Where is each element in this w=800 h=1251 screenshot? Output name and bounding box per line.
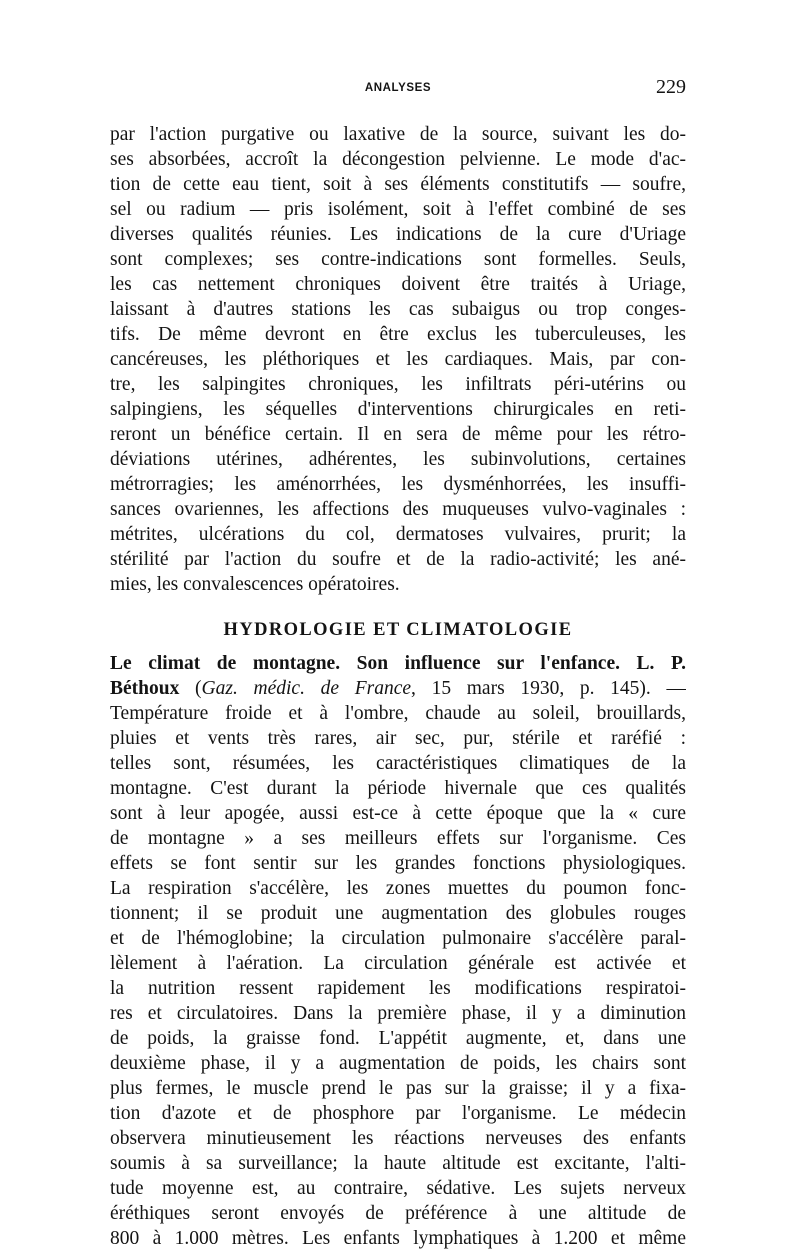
citation-line — [110, 676, 686, 701]
text-line: res et circulatoires. Dans la première phase, il y a diminution — [110, 1003, 686, 1024]
text-line: tionnent; il se produit une augmentation des globules rouges — [110, 903, 686, 924]
text-line: ses absorbées, accroît la décongestion pelvienne. Le mode d'ac- — [110, 149, 686, 170]
text-line: 800 à 1.000 mètres. Les enfants lymphatiques à 1.200 et même — [110, 1228, 686, 1249]
text-line: tion de cette eau tient, soit à ses éléments constitutifs — soufre, — [110, 174, 686, 195]
citation-open: ( — [179, 678, 202, 699]
text-line: et de l'hémoglobine; la circulation pulmonaire s'accélère paral- — [110, 928, 686, 949]
text-line: sont complexes; ses contre-indications sont formelles. Seuls, — [110, 249, 686, 270]
text-line: telles sont, résumées, les caractéristiques climatiques de la — [110, 753, 686, 774]
article-paragraph — [110, 651, 686, 1251]
text-line: pluies et vents très rares, air sec, pur, stérile et raréfié : — [110, 728, 686, 749]
document-page — [110, 76, 686, 1251]
text-line: effets se font sentir sur les grandes fonctions physiologiques. — [110, 853, 686, 874]
continuation-paragraph — [110, 122, 686, 597]
text-line: cancéreuses, les pléthoriques et les cardiaques. Mais, par con- — [110, 349, 686, 370]
text-line: sel ou radium — pris isolément, soit à l'effet combiné de ses — [110, 199, 686, 220]
text-line: salpingiens, les séquelles d'interventions chirurgicales en reti- — [110, 399, 686, 420]
citation-journal: Gaz. médic. de France — [201, 678, 412, 699]
running-title: ANALYSES — [364, 82, 432, 94]
text-line: éréthiques seront envoyés de préférence à une altitude de — [110, 1203, 686, 1224]
citation-rest: , 15 mars 1930, p. 145). — — [411, 678, 686, 699]
text-line: reront un bénéfice certain. Il en sera de même pour les rétro- — [110, 424, 686, 445]
text-line: tre, les salpingites chroniques, les infiltrats péri-utérins ou — [110, 374, 686, 395]
article-title: Le climat de montagne. Son influence sur l'enfance. L. P. — [110, 653, 686, 674]
text-line: mies, les convalescences opératoires. — [110, 574, 400, 595]
section-heading: HYDROLOGIE ET CLIMATOLOGIE — [223, 620, 573, 640]
text-line: de poids, la graisse fond. L'appétit augmente, et, dans une — [110, 1028, 686, 1049]
text-line: déviations utérines, adhérentes, les subinvolutions, certaines — [110, 449, 686, 470]
article-author: Béthoux — [110, 678, 180, 699]
text-line: montagne. C'est durant la période hivernale que ces qualités — [110, 778, 686, 799]
text-line: lèlement à l'aération. La circulation générale est activée et — [110, 953, 686, 974]
text-line: diverses qualités réunies. Les indications de la cure d'Uriage — [110, 224, 686, 245]
text-line: métrites, ulcérations du col, dermatoses vulvaires, prurit; la — [110, 524, 686, 545]
text-line: de montagne » a ses meilleurs effets sur l'organisme. Ces — [110, 828, 686, 849]
text-line: stérilité par l'action du soufre et de la radio-activité; les ané- — [110, 549, 686, 570]
text-line: soumis à sa surveillance; la haute altitude est excitante, l'alti- — [110, 1153, 686, 1174]
text-line: les cas nettement chroniques doivent être traités à Uriage, — [110, 274, 686, 295]
text-line: tifs. De même devront en être exclus les tuberculeuses, les — [110, 324, 686, 345]
text-line: la nutrition ressent rapidement les modifications respiratoi- — [110, 978, 686, 999]
text-line: sances ovariennes, les affections des muqueuses vulvo-vaginales : — [110, 499, 686, 520]
text-line: observera minutieusement les réactions nerveuses des enfants — [110, 1128, 686, 1149]
text-line: métrorragies; les aménorrhées, les dysménhorrées, les insuffi- — [110, 474, 686, 495]
article-title-line — [110, 651, 686, 676]
page-number: 229 — [656, 76, 686, 98]
text-line: sont à leur apogée, aussi est-ce à cette époque que la « cure — [110, 803, 686, 824]
text-line: tion d'azote et de phosphore par l'organisme. Le médecin — [110, 1103, 686, 1124]
text-line: laissant à d'autres stations les cas subaigus ou trop conges- — [110, 299, 686, 320]
text-line: deuxième phase, il y a augmentation de poids, les chairs sont — [110, 1053, 686, 1074]
text-line: La respiration s'accélère, les zones muettes du poumon fonc- — [110, 878, 686, 899]
text-line: Température froide et à l'ombre, chaude au soleil, brouillards, — [110, 703, 686, 724]
text-line: tude moyenne est, au contraire, sédative. Les sujets nerveux — [110, 1178, 686, 1199]
text-line: plus fermes, le muscle prend le pas sur la graisse; il y a fixa- — [110, 1078, 686, 1099]
running-header — [110, 76, 686, 104]
text-line: par l'action purgative ou laxative de la source, suivant les do- — [110, 124, 686, 145]
